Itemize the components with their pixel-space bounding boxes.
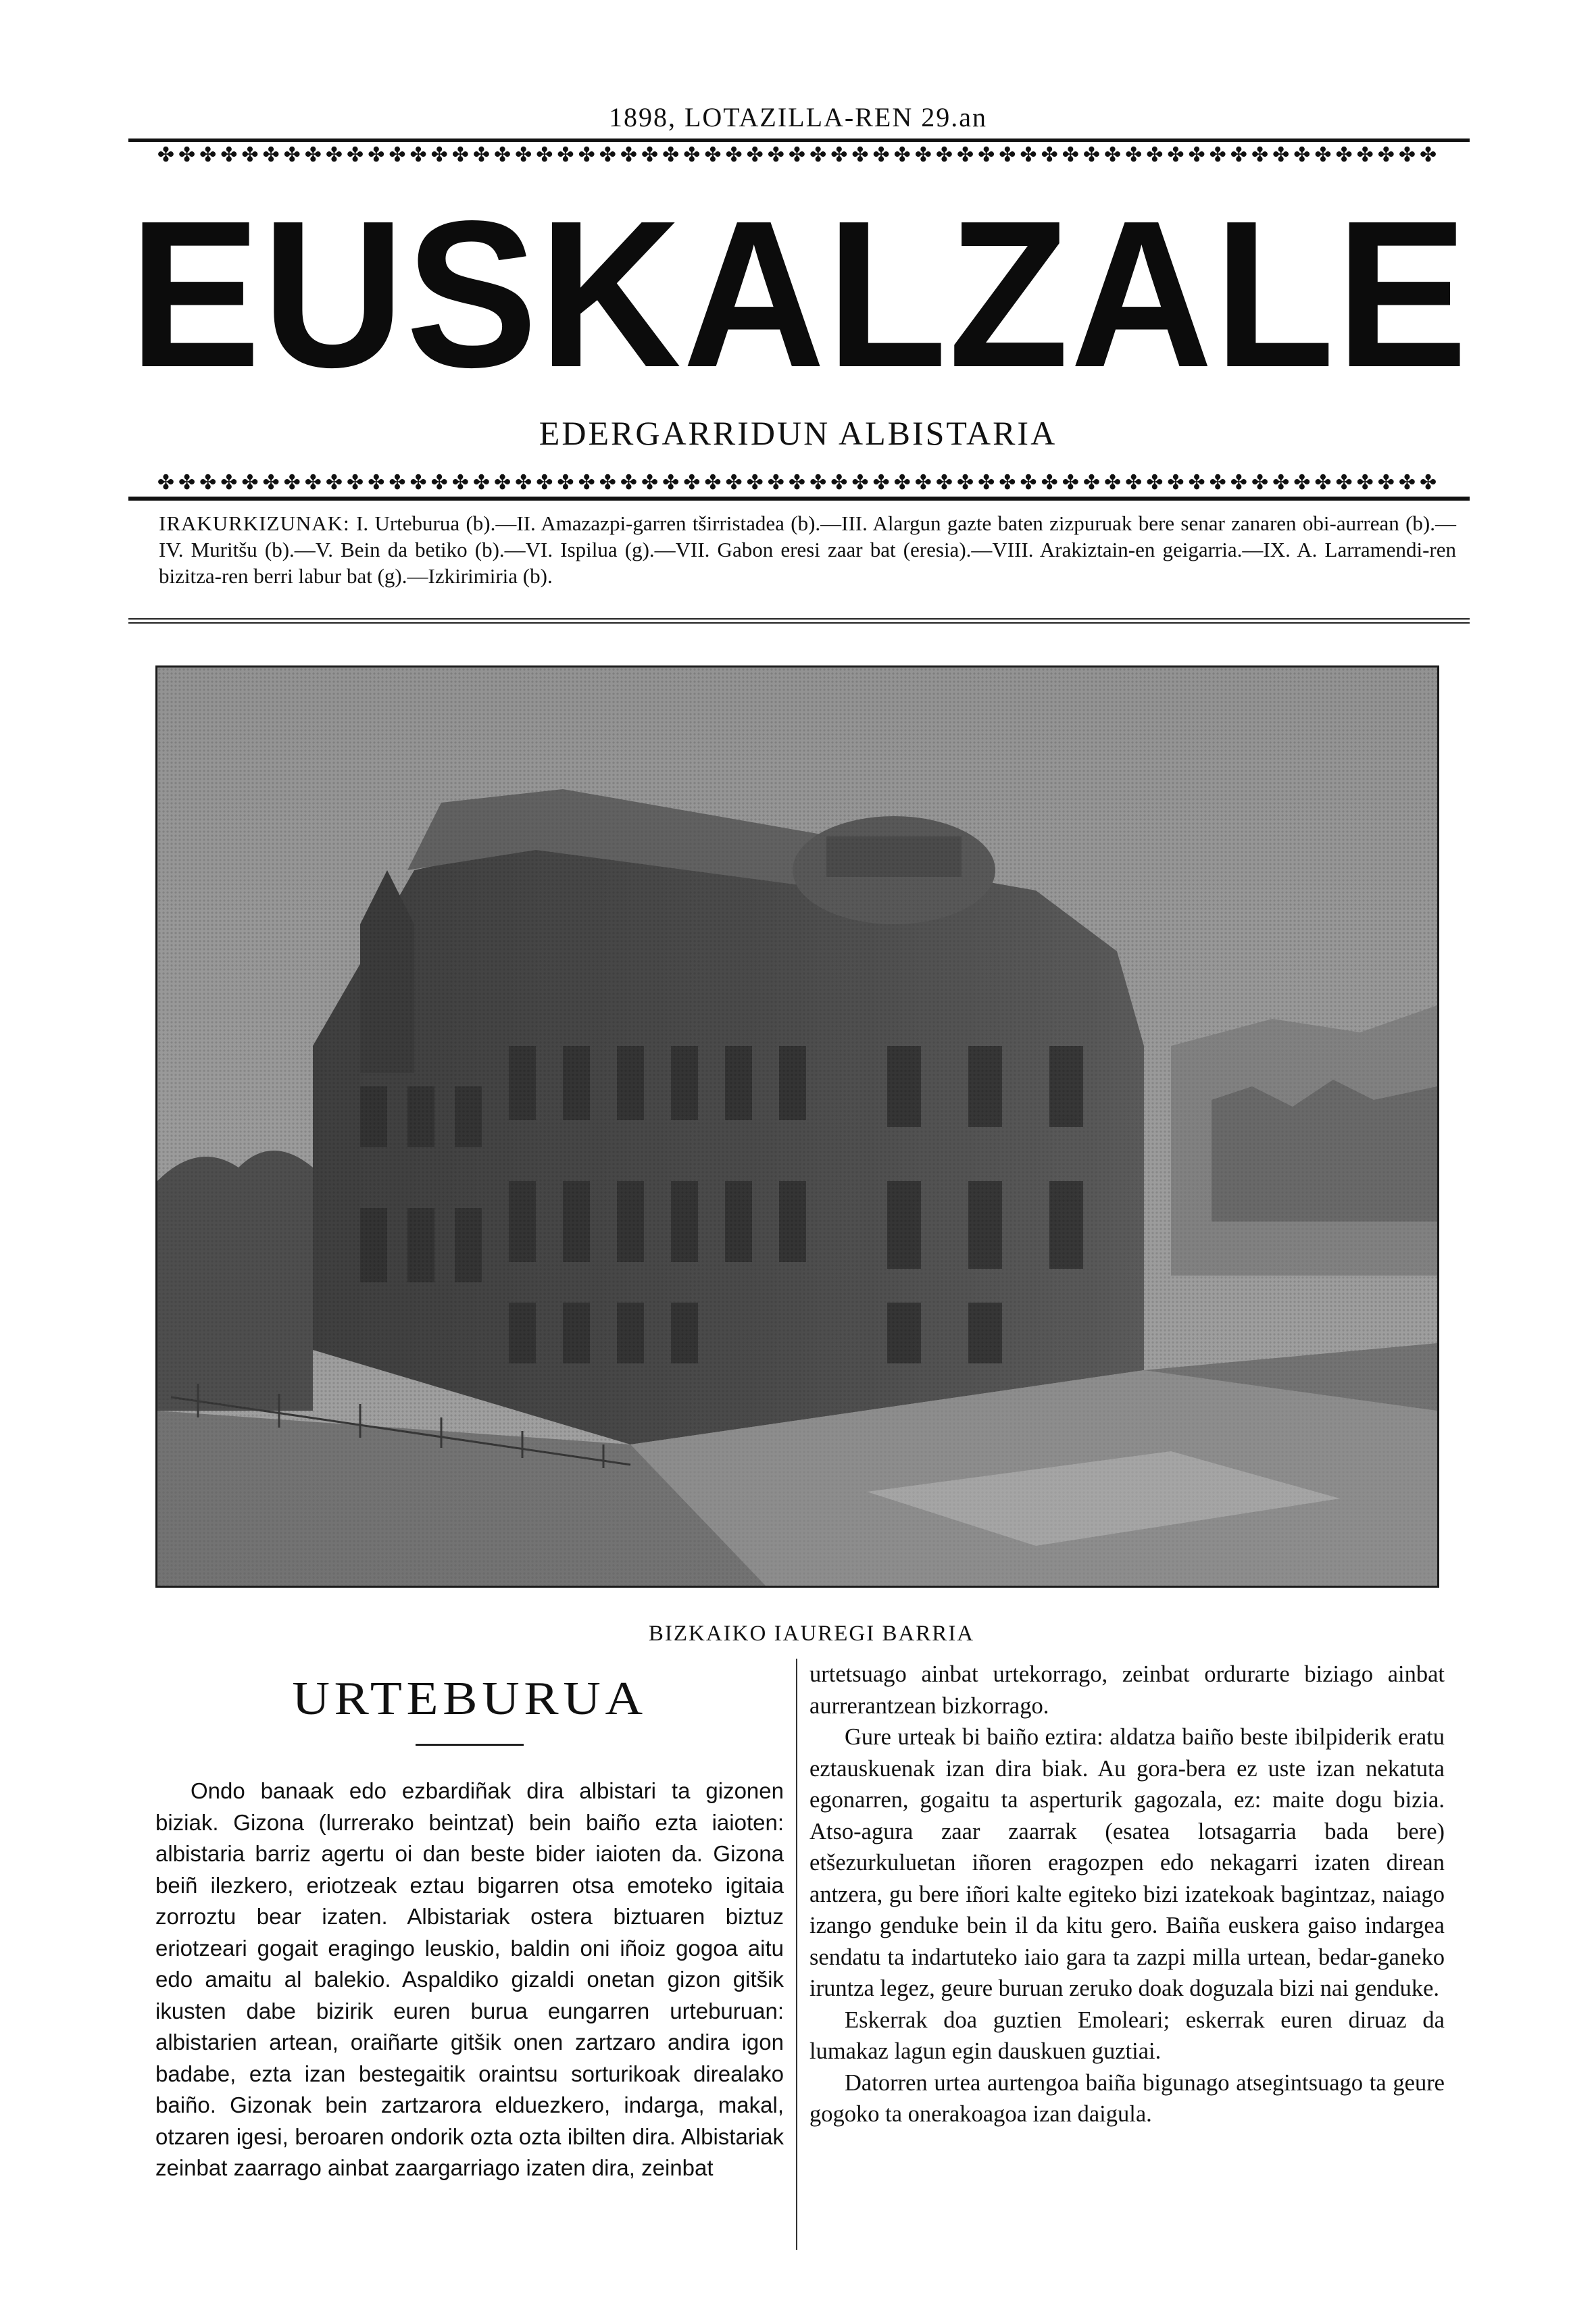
table-of-contents <box>159 510 1456 589</box>
title-rule <box>416 1744 524 1746</box>
dateline: 1898, LOTAZILLA-REN 29.an <box>608 102 988 132</box>
bottom-ornament-border: ✤✤✤✤✤✤✤✤✤✤✤✤✤✤✤✤✤✤✤✤✤✤✤✤✤✤✤✤✤✤✤✤✤✤✤✤✤✤✤✤✤✤✤✤✤✤✤✤✤✤✤✤✤✤✤✤✤✤✤✤✤ <box>157 473 1441 493</box>
contents-label: IRAKURKIZUNAK: <box>159 511 350 535</box>
top-rule <box>128 139 1470 142</box>
masthead-bottom-rule <box>128 497 1470 501</box>
paragraph: Gure urteak bi baiño eztira: aldatza baiño beste ibilpiderik eratu eztauskuenak izan dira biak. Au gora-bera ez uste izan nekatuta egonarren, gogaitu ta asperturik gagozala, ez: maite dogu bizia. Atso-agura zaar zaarrak (esatea lotsagarria bada bere) etšezurkuluetan iñoren eragozpen edo nekagarri izaten direan antzera, gu bere iñori kalte egiteko bizi izatekoak bagintzaz, naiago izango genduke bein il da kitu gero. Baiña euskera gaiso indargea sendatu ta indartuteko iaio gara ta zazpi milla urtean, bedar-ganeko iruntza legez, geure buruan zeruko doak doguzala bizi nai genduke. <box>809 1724 1445 2001</box>
contents-double-rule <box>128 618 1470 624</box>
contents-text: I. Urteburua (b).—II. Amazazpi-garren tširristadea (b).—III. Alargun gazte baten zizpuruak bere senar zanaren obi-aurrean (b).—IV. Muritšu (b).—V. Bein da betiko (b).—VI. Ispilua (g).—VII. Gabon eresi zaar bat (eresia).—VIII. Arakiztain-en geigarria.—IX. A. Larramendi-ren bizitza-ren berri labur bat (g).—Izkirimiria (b). <box>159 511 1456 588</box>
building-photograph <box>155 665 1439 1588</box>
article-title: URTEBURUA <box>292 1673 647 1725</box>
paragraph: Ondo banaak edo ezbardiñak dira albistari ta gizonen biziak. Gizona (lurrerako beintzat) bein baiño ezta iaioten: albistaria barriz agertu oi dan beste bider iaioten da. Gizona beiñ ilezkero, eriotzeak eztau bigarren otsa emoteko igitaia zorroztu bear izaten. Albistariak ostera biztuaren biztuz eriotzeari gogait eragingo leuskio, baldin oni iñoiz gogoa aitu edo amaitu al balekio. Aspaldiko gizaldi onetan gizon gitšik ikusten dabe bizirik euren burua eungarren urteburuan: albistarien artean, oraiñarte gitšik onen zartzaro andira igon badabe, ezta izan bestegaitik oraintsu sorturikoak direalako baiño. Gizonak bein zartzarora elduezkero, indarga, makal, otzaren igesi, beroaren ondorik ozta ozta ibilten dira. Albistariak zeinbat zaarrago ainbat zaargarriago izaten dira, zeinbat <box>155 1778 784 2180</box>
right-column-text <box>809 1659 1445 2130</box>
paragraph: Datorren urtea aurtengoa baiña bigunago atsegintsuago ta geure gogoko ta onerakoagoa izan daigula. <box>809 2069 1445 2127</box>
top-ornament-border: ✤✤✤✤✤✤✤✤✤✤✤✤✤✤✤✤✤✤✤✤✤✤✤✤✤✤✤✤✤✤✤✤✤✤✤✤✤✤✤✤✤✤✤✤✤✤✤✤✤✤✤✤✤✤✤✤✤✤✤✤✤ <box>157 145 1441 166</box>
photo-caption: BIZKAIKO IAUREGI BARRIA <box>648 1621 975 1646</box>
left-column <box>155 1659 784 2184</box>
masthead-subtitle: EDERGARRIDUN ALBISTARIA <box>539 414 1057 452</box>
left-column-text <box>155 1776 784 2184</box>
paragraph: Eskerrak doa guztien Emoleari; eskerrak euren diruaz da lumakaz lagun egin dauskuen guztiai. <box>809 2007 1445 2064</box>
right-column <box>809 1659 1445 2130</box>
masthead-title: EUSKALZALE <box>129 177 1469 411</box>
paragraph: urtetsuago ainbat urtekorrago, zeinbat ordurarte biziago ainbat aurrerantzean bizkorrago. <box>809 1661 1445 1719</box>
column-divider <box>796 1659 797 2250</box>
